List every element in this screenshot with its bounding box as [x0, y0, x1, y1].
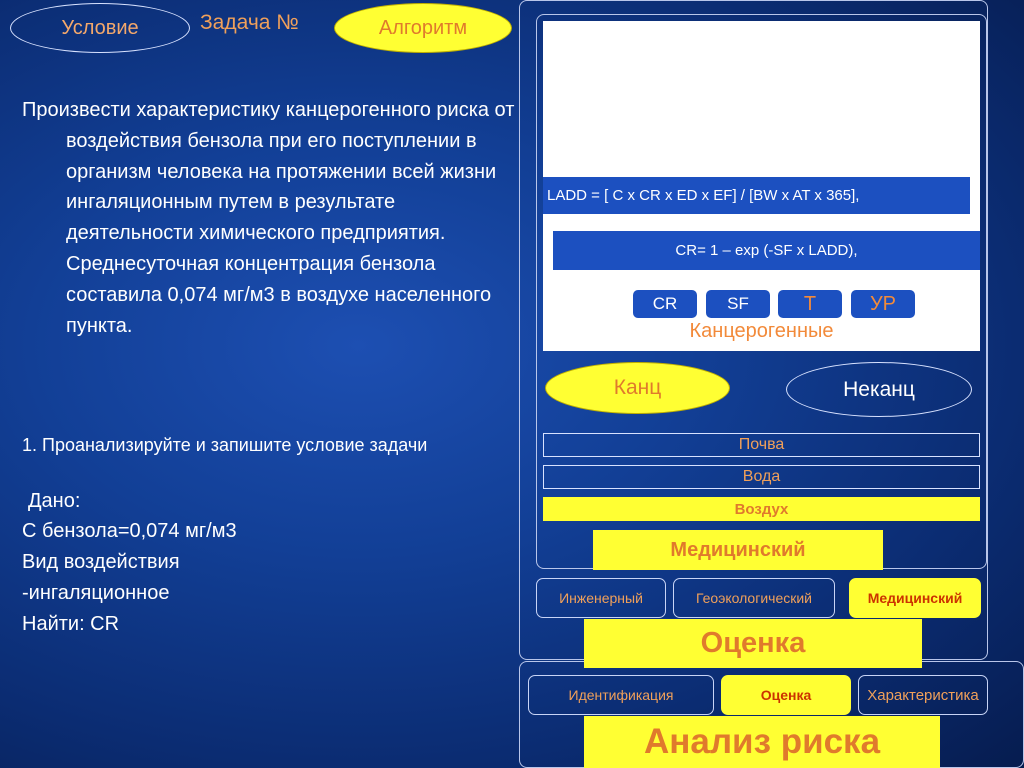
risk-analysis-heading: Анализ риска — [584, 716, 940, 768]
cr-button[interactable]: CR — [633, 290, 697, 318]
carcinogenic-button[interactable]: Канц — [545, 362, 730, 414]
problem-statement: Произвести характеристику канцерогенного риска от воздействия бензола при его поступлении в организм человека на протяжении всей жизни ингаляционным путем в результате деятельности химического предприятия. Среднесуточная концентрация бензола составила 0,074 мг/м3 в воздухе населенного пункта. — [22, 99, 515, 337]
concentration-text: С бензола=0,074 мг/м3 — [22, 520, 237, 542]
t-button[interactable]: Т — [778, 290, 842, 318]
identification-button[interactable]: Идентификация — [528, 675, 714, 715]
exposure-value-text: -ингаляционное — [22, 582, 170, 604]
ladd-formula: LADD = [ C x CR x ED x EF] / [BW x AT x 365], — [543, 177, 970, 214]
assessment-heading: Оценка — [584, 619, 922, 668]
ur-button[interactable]: УР — [851, 290, 915, 318]
task-number-label: Задача № — [200, 11, 299, 34]
soil-button[interactable]: Почва — [543, 433, 980, 457]
medical-button[interactable]: Медицинский — [849, 578, 981, 618]
sf-button[interactable]: SF — [706, 290, 770, 318]
exposure-type-text: Вид воздействия — [22, 551, 180, 573]
tab-condition[interactable]: Условие — [10, 3, 190, 53]
noncarcinogenic-button[interactable]: Неканц — [786, 362, 972, 417]
assessment-button[interactable]: Оценка — [721, 675, 851, 715]
cr-formula: CR= 1 – exp (-SF x LADD), — [553, 231, 980, 270]
characteristic-button[interactable]: Характеристика — [858, 675, 988, 715]
tab-algorithm[interactable]: Алгоритм — [334, 3, 512, 53]
geoecological-button[interactable]: Геоэкологический — [673, 578, 835, 618]
step-instruction: 1. Проанализируйте и запишите условие задачи — [22, 435, 428, 455]
given-label: Дано: — [28, 490, 81, 512]
water-button[interactable]: Вода — [543, 465, 980, 489]
engineering-button[interactable]: Инженерный — [536, 578, 666, 618]
find-text: Найти: CR — [22, 613, 120, 635]
carcinogenic-label: Канцерогенные — [689, 320, 834, 342]
medical-heading: Медицинский — [593, 530, 883, 570]
air-button[interactable]: Воздух — [543, 497, 980, 521]
